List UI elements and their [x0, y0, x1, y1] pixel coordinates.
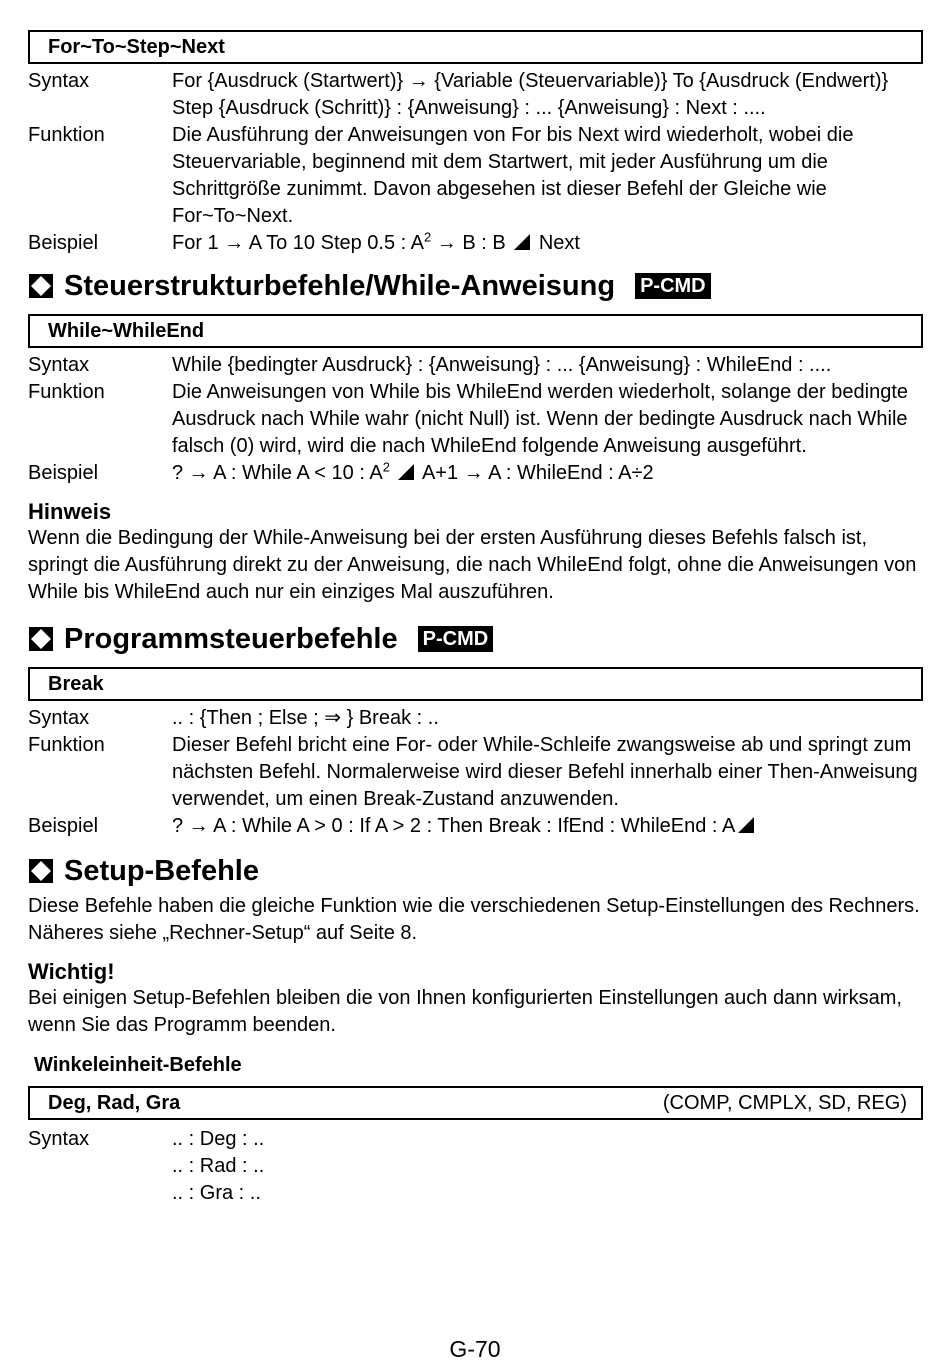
break-header [28, 667, 923, 701]
wichtig-heading: Wichtig! [28, 959, 115, 984]
break-beispiel-row [28, 813, 923, 840]
for-beispiel-part2: → B : B [431, 232, 506, 254]
hinweis-heading: Hinweis [28, 499, 112, 524]
p-cmd-badge: P-CMD [418, 626, 494, 652]
while-beispiel-part2: A+1 → A : WhileEnd : A÷2 [421, 462, 654, 484]
winkel-syntax-row [28, 1126, 923, 1207]
funktion-label: Funktion [28, 734, 105, 756]
for-step-next-header [28, 30, 923, 64]
winkel-syntax-gra: .. : Gra : .. [172, 1182, 261, 1204]
break-beispiel-part1: ? → A : While A > 0 : If A > 2 : Then Break : IfEnd : WhileEnd : A [172, 815, 736, 837]
while-beispiel-text [172, 460, 923, 487]
section-diamond-icon [28, 626, 54, 652]
section-title-while: Steuerstrukturbefehle/While-Anweisung [64, 269, 616, 302]
winkel-header [28, 1086, 923, 1120]
section-heading-while [28, 264, 923, 308]
p-cmd-badge: P-CMD [635, 273, 711, 299]
syntax-label: Syntax [28, 1128, 90, 1150]
beispiel-label: Beispiel [28, 232, 99, 254]
funktion-label: Funktion [28, 381, 105, 403]
setup-intro-text: Diese Befehle haben die gleiche Funktion wie die verschiedenen Setup-Einstellungen des Rechners. Näheres siehe „Rechner-Setup“ auf Seite 8. [28, 895, 920, 944]
break-title: Break [48, 672, 104, 695]
winkel-syntax-rad: .. : Rad : .. [172, 1155, 265, 1177]
for-beispiel-row [28, 230, 923, 257]
for-beispiel-exponent: 2 [424, 229, 432, 245]
while-title: While~WhileEnd [48, 319, 205, 342]
funktion-label: Funktion [28, 124, 105, 146]
break-funktion-row [28, 732, 923, 813]
break-funktion-text: Dieser Befehl bricht eine For- oder While-Schleife zwangsweise ab und springt zum nächsten Befehl. Normalerweise wird dieser Befehl innerhalb einer Then-Anweisung verwendet, um einen Break-Zustand anzuwenden. [172, 734, 918, 810]
while-syntax-row [28, 352, 923, 379]
for-funktion-text: Die Ausführung der Anweisungen von For bis Next wird wiederholt, wobei die Steuervariable, beginnend mit dem Startwert, mit jeder Ausführung um die Schrittgröße zunimmt. Davon abgesehen ist dieser Befehl der Gleiche wie For~To~Next. [172, 124, 854, 227]
page-content [28, 30, 923, 1207]
for-syntax-text: For {Ausdruck (Startwert)} → {Variable (Steuervariable)} To {Ausdruck (Endwert)} Step {Ausdruck (Schritt)} : {Anweisung} : ... {Anweisung} : Next : .... [172, 70, 889, 119]
for-beispiel-text [172, 230, 923, 257]
section-heading-programm [28, 617, 923, 661]
while-syntax-text: While {bedingter Ausdruck} : {Anweisung} : ... {Anweisung} : WhileEnd : .... [172, 354, 832, 376]
while-beispiel-exponent: 2 [382, 459, 390, 475]
break-beispiel-text [172, 813, 923, 840]
beispiel-label: Beispiel [28, 462, 99, 484]
winkel-title: Deg, Rad, Gra [48, 1091, 181, 1114]
while-funktion-text: Die Anweisungen von While bis WhileEnd werden wiederholt, solange der bedingte Ausdruck nach While wahr (nicht Null) ist. Wenn der bedingte Ausdruck nach While falsch (0) wird, wird die nach WhileEnd folgende Anweisung ausgeführt. [172, 381, 908, 457]
while-beispiel-part1: ? → A : While A < 10 : A [172, 462, 383, 484]
for-beispiel-part1: For 1 → A To 10 Step 0.5 : A [172, 232, 425, 254]
while-header [28, 314, 923, 348]
winkel-modes: (COMP, CMPLX, SD, REG) [662, 1091, 907, 1114]
section-title-setup: Setup-Befehle [64, 854, 259, 887]
winkel-syntax-lines [172, 1126, 923, 1207]
syntax-label: Syntax [28, 354, 90, 376]
display-triangle-icon [398, 464, 414, 480]
for-beispiel-part3: Next [538, 232, 580, 254]
section-diamond-icon [28, 273, 54, 299]
wichtig-text: Bei einigen Setup-Befehlen bleiben die von Ihnen konfigurierten Einstellungen auch dann wirksam, wenn Sie das Programm beenden. [28, 987, 902, 1036]
beispiel-label: Beispiel [28, 815, 99, 837]
for-step-next-title: For~To~Step~Next [48, 35, 225, 58]
syntax-label: Syntax [28, 70, 90, 92]
break-syntax-row [28, 705, 923, 732]
section-diamond-icon [28, 858, 54, 884]
winkel-subheading: Winkeleinheit-Befehle [34, 1054, 242, 1076]
page-number: G-70 [449, 1336, 501, 1362]
section-heading-setup [28, 849, 923, 893]
while-beispiel-row [28, 460, 923, 487]
display-triangle-icon [738, 817, 754, 833]
for-syntax-row [28, 68, 923, 122]
winkel-syntax-deg: .. : Deg : .. [172, 1128, 265, 1150]
display-triangle-icon [514, 234, 530, 250]
syntax-label: Syntax [28, 707, 90, 729]
section-title-programm: Programmsteuerbefehle [64, 622, 398, 655]
for-funktion-row [28, 122, 923, 230]
break-syntax-text: .. : {Then ; Else ; ⇒ } Break : .. [172, 707, 439, 729]
while-funktion-row [28, 379, 923, 460]
hinweis-text: Wenn die Bedingung der While-Anweisung bei der ersten Ausführung dieses Befehls falsch ist, springt die Ausführung direkt zu der Anweisung, die nach WhileEnd folgt, ohne die Anweisungen von While bis WhileEnd auch nur ein einziges Mal auszuführen. [28, 527, 917, 603]
